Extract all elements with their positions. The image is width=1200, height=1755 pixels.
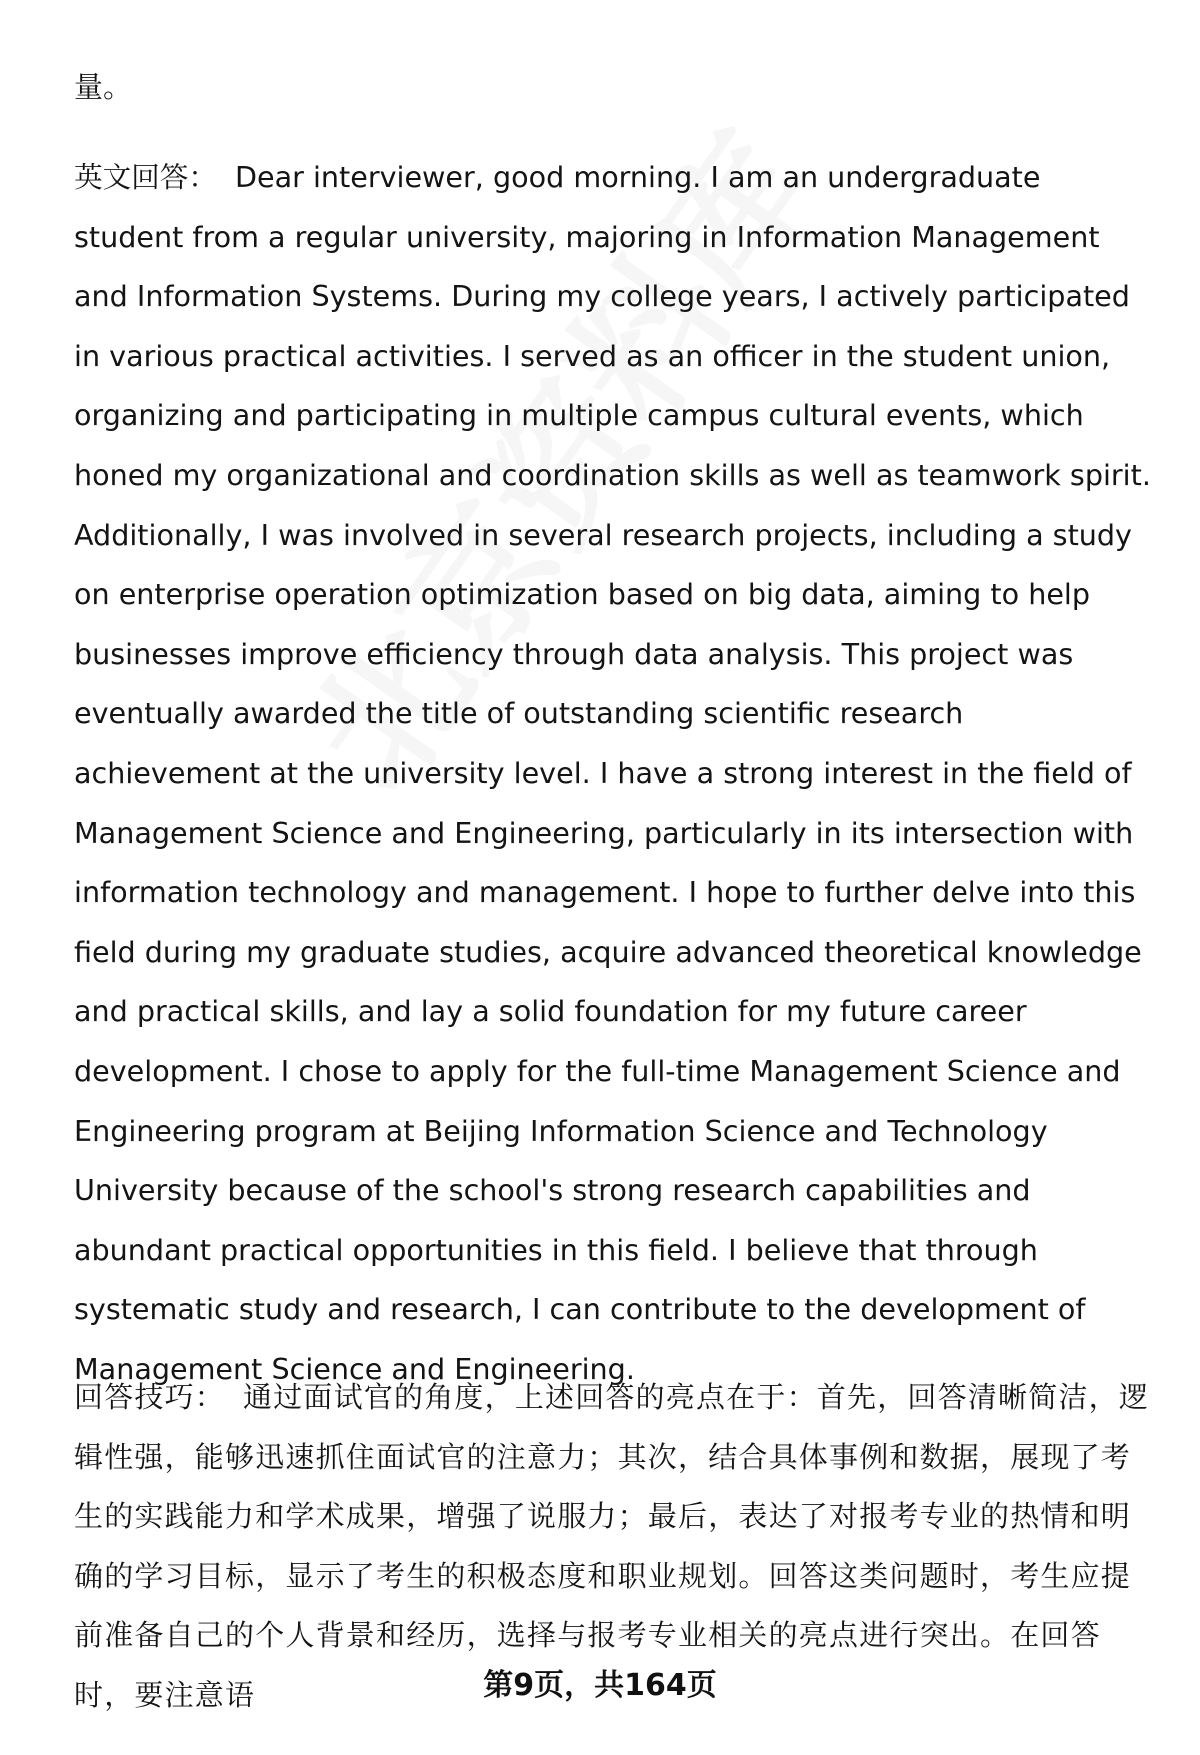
- answer-tips-text: 通过面试官的角度，上述回答的亮点在于：首先，回答清晰简洁，逻辑性强，能够迅速抓住面试官的注意力；其次，结合具体事例和数据，展现了考生的实践能力和学术成果，增强了说服力；最后，表达了对报考专业的热情和明确的学习目标，显示了考生的积极态度和职业规划。回答这类问题时，考生应提前准备自己的个人背景和经历，选择与报考专业相关的亮点进行突出。在回答时，要注意语: [74, 1380, 1150, 1712]
- english-answer-text: Dear interviewer, good morning. I am an undergraduate student from a regular university, majoring in Information Management and Information Systems. During my college years, I actively participated in various practical activities. I served as an officer in the student union, organizing and participating in multiple campus cultural events, which honed my organizational and coordination skills as well as teamwork spirit. Additionally, I was involved in several research projects, including a study on enterprise operation optimization based on big data, aiming to help businesses improve efficiency through data analysis. This project was eventually awarded the title of outstanding scientific research achievement at the university level. I have a strong interest in the field of Management Science and Engineering, particularly in its intersection with information technology and management. I hope to further delve into this field during my graduate studies, acquire advanced theoretical knowledge and practical skills, and lay a solid foundation for my future career development. I chose to apply for the full-time Management Science and Engineering program at Beijing Information Science and Technology University because of the school's strong research capabilities and abundant practical opportunities in this field. I believe that through systematic study and research, I can contribute to the development of Management Science and Engineering.: [74, 160, 1151, 1386]
- page-footer: [0, 1666, 1200, 1706]
- english-answer-label: 英文回答：: [74, 160, 217, 194]
- english-answer-paragraph: [74, 148, 1154, 1399]
- answer-tips-label: 回答技巧：: [74, 1380, 226, 1414]
- continuation-paragraph: 量。: [74, 70, 133, 104]
- document-page: [74, 0, 1154, 1755]
- page-number: 第9页，共164页: [483, 1668, 717, 1703]
